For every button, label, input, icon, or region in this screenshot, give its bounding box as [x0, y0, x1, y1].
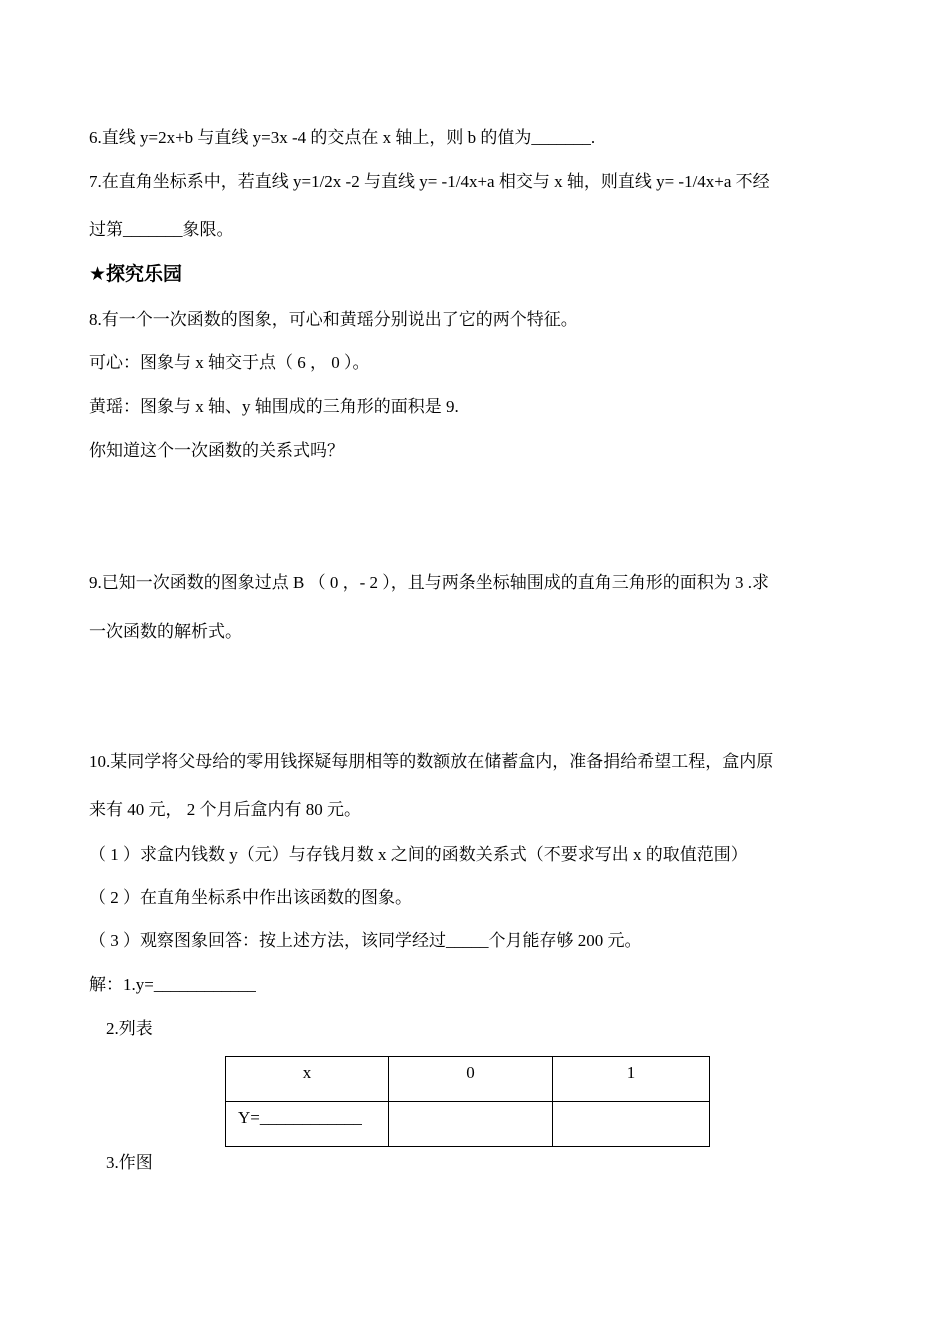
question-9-line-1: 9.已知一次函数的图象过点 B （ 0 ，- 2 ），且与两条坐标轴围成的直角三角形的面积为 3 .求 — [89, 573, 769, 592]
question-6: 6.直线 y=2x+b 与直线 y=3x -4 的交点在 x 轴上，则 b 的值为_______. — [89, 128, 596, 147]
answer-step-1: 解：1.y=____________ — [89, 975, 256, 994]
table-row-label: Y=____________ — [226, 1102, 389, 1147]
question-8-question: 你知道这个一次函数的关系式吗？ — [89, 441, 344, 460]
value-table — [225, 1056, 710, 1147]
question-10-part-2: （ 2 ）在直角坐标系中作出该函数的图象。 — [89, 888, 412, 907]
table-row — [226, 1102, 710, 1147]
question-10-part-3: （ 3 ）观察图象回答：按上述方法，该同学经过_____个月能存够 200 元。 — [89, 931, 642, 950]
answer-step-2: 2.列表 — [106, 1019, 153, 1038]
question-8-intro: 8.有一个一次函数的图象，可心和黄瑶分别说出了它的两个特征。 — [89, 310, 578, 329]
question-7-line-1: 7.在直角坐标系中，若直线 y=1/2x -2 与直线 y= -1/4x+a 相交与 x 轴，则直线 y= -1/4x+a 不经 — [89, 172, 770, 191]
table-cell-empty — [553, 1102, 710, 1147]
question-10-part-1: （ 1 ）求盒内钱数 y（元）与存钱月数 x 之间的函数关系式（不要求写出 x 的取值范围） — [89, 845, 748, 864]
question-7-line-2: 过第_______象限。 — [89, 220, 234, 239]
section-title: ★探究乐园 — [89, 263, 183, 285]
table-cell-empty — [389, 1102, 553, 1147]
question-8-kexin: 可心：图象与 x 轴交于点（ 6 ， 0 ）。 — [89, 353, 370, 372]
table-header-0: 0 — [389, 1057, 553, 1102]
answer-step-3: 3.作图 — [106, 1153, 153, 1172]
question-9-line-2: 一次函数的解析式。 — [89, 622, 242, 641]
table-header-1: 1 — [553, 1057, 710, 1102]
question-10-line-1: 10.某同学将父母给的零用钱探疑每朋相等的数额放在储蓄盒内，准备捐给希望工程，盒内原 — [89, 752, 774, 771]
table-header-x: x — [226, 1057, 389, 1102]
table-header-row — [226, 1057, 710, 1102]
question-8-huangyao: 黄瑶：图象与 x 轴、y 轴围成的三角形的面积是 9. — [89, 397, 459, 416]
question-10-line-2: 来有 40 元， 2 个月后盒内有 80 元。 — [89, 800, 361, 819]
